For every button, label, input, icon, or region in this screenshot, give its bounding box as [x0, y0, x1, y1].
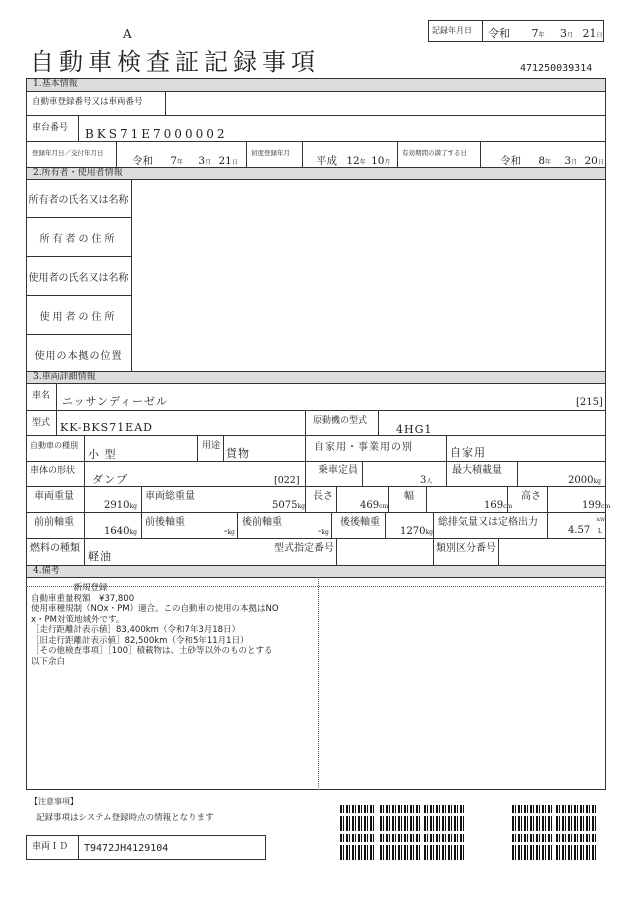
remarks-line: 自動車重量税額 ¥37,800 — [31, 593, 135, 604]
width-label: 幅 — [404, 491, 414, 502]
capacity-label: 乗車定員 — [318, 465, 358, 476]
remarks-line: 新規登録 — [31, 583, 108, 593]
notes-text: 記録事項はシステム登録時点の情報となります — [36, 813, 214, 823]
barcode-1 — [340, 805, 376, 831]
barcode-2 — [380, 805, 420, 831]
remarks-line: ［その他検査事項］［100］積載物は、土砂等以外のものとする — [31, 646, 273, 656]
base-location-label: 使用の本拠の位置 — [34, 350, 123, 362]
use-value: 貨物 — [226, 447, 250, 460]
height-value: 199cm — [582, 500, 611, 511]
doc-number: 471250039314 — [520, 63, 593, 74]
remarks-line: x・PM対策地域外です。 — [31, 614, 125, 625]
maker-code: [215] — [576, 397, 603, 408]
vehicle-id-value: T9472JH4129104 — [84, 843, 169, 854]
barcode-7 — [380, 834, 420, 860]
barcode-9 — [512, 834, 552, 860]
barcode-4 — [512, 805, 552, 831]
owner-name-label: 所有者の氏名又は名称 — [26, 179, 131, 218]
front-rear-axle-value: -kg — [224, 526, 235, 537]
remarks-text — [31, 583, 361, 667]
type-certification-label: 型式指定番号 — [274, 543, 334, 554]
first-registration-value: 平成 12年 10月 — [316, 155, 391, 167]
engine-model-value: 4HG1 — [396, 423, 433, 436]
front-rear-axle-label: 前後軸重 — [145, 517, 185, 528]
expiry-date-label: 有効期間の満了する日 — [402, 149, 467, 157]
max-load-label: 最大積載量 — [452, 465, 502, 476]
rear-front-axle-value: -kg — [318, 526, 329, 537]
section-vehicle-detail-header: 3.車両詳細情報 — [27, 372, 605, 383]
classification-label: 類別区分番号 — [436, 543, 496, 554]
length-label: 長さ — [313, 491, 333, 502]
capacity-value: 3人 — [420, 475, 433, 486]
document-mark: A — [123, 27, 132, 41]
purpose-value: 自家用 — [450, 446, 486, 459]
displacement-unit-kw: kW — [597, 517, 606, 523]
engine-model-label: 原動機の型式 — [313, 416, 368, 426]
length-value: 469cm — [360, 500, 389, 511]
front-front-axle-label: 前前軸重 — [34, 517, 74, 528]
barcode-6 — [340, 834, 376, 860]
barcode-8 — [424, 834, 464, 860]
fuel-type-label: 燃料の種類 — [30, 543, 80, 554]
model-value: KK-BKS71EAD — [60, 421, 153, 434]
remarks-line: ［旧走行距離計表示値］82,500km（令和5年11月1日） — [31, 635, 249, 646]
displacement-label: 総排気量又は定格出力 — [438, 517, 538, 528]
height-label: 高さ — [521, 491, 541, 502]
owner-labels — [26, 179, 131, 373]
remarks-line: ［走行距離計表示値］83,400km（令和7年3月18日） — [31, 625, 241, 635]
vehicle-id-label: 車両ＩＤ — [32, 842, 69, 852]
max-load-value: 2000kg — [568, 475, 601, 486]
purpose-label: 自家用・事業用の別 — [314, 442, 413, 453]
first-registration-label: 初度登録年月 — [251, 149, 290, 157]
vehicle-weight-value: 2910kg — [104, 500, 137, 511]
vehicle-kind-value: 小 型 — [88, 448, 117, 461]
owner-address-label: 所有者の住所 — [26, 218, 131, 257]
body-shape-label: 車体の形状 — [30, 466, 76, 476]
body-shape-code: [022] — [274, 475, 300, 486]
barcode-3 — [424, 805, 464, 831]
use-label: 用途 — [202, 441, 221, 451]
user-address-label: 使用者の住所 — [26, 296, 131, 335]
model-label: 型式 — [32, 418, 51, 428]
vehicle-kind-label: 自動車の種別 — [30, 441, 78, 450]
rear-rear-axle-label: 後後軸重 — [340, 517, 380, 528]
remarks-line: 使用車種規制（NOx・PM）適合。この自動車の使用の本拠はNO — [31, 604, 279, 614]
record-date-value: 令和 7年 3月 21日 — [488, 27, 603, 40]
page-title: 自動車検査証記録事項 — [30, 48, 320, 76]
section-remarks-header: 4.備考 — [27, 566, 605, 577]
user-name-label: 使用者の氏名又は名称 — [26, 257, 131, 296]
barcode-10 — [556, 834, 596, 860]
maker-value: ニッサンディーゼル — [62, 395, 168, 408]
maker-label: 車名 — [32, 391, 51, 401]
displacement-value: 4.57 — [568, 525, 591, 536]
rear-front-axle-label: 後前軸重 — [242, 517, 282, 528]
gross-weight-label: 車両総重量 — [145, 491, 195, 502]
section-basic-info-header: 1.基本情報 — [27, 79, 605, 91]
displacement-unit-l: L — [598, 528, 602, 535]
fuel-type-value: 軽油 — [88, 550, 112, 563]
width-value: 169cm — [484, 500, 513, 511]
body-shape-value: ダンプ — [92, 473, 129, 486]
registration-number-label: 自動車登録番号又は車両番号 — [32, 97, 143, 107]
registration-date-value: 令和 7年 3月 21日 — [132, 155, 238, 167]
barcode-5 — [556, 805, 596, 831]
section-owner-info-header: 2.所有者・使用者情報 — [27, 168, 605, 179]
gross-weight-value: 5075kg — [272, 500, 305, 511]
expiry-date-value: 令和 8年 3月 20日 — [500, 155, 604, 167]
record-date-label: 記録年月日 — [432, 26, 472, 35]
registration-date-label: 登録年月日／交付年月日 — [32, 149, 104, 157]
notes-title: 【注意事項】 — [30, 797, 78, 806]
rear-rear-axle-value: 1270kg — [400, 526, 433, 537]
front-front-axle-value: 1640kg — [104, 526, 137, 537]
remarks-line: 以下余白 — [31, 656, 66, 667]
vehicle-weight-label: 車両重量 — [34, 491, 74, 502]
chassis-number-label: 車台番号 — [32, 123, 69, 133]
chassis-number-value: BKS71E7000002 — [85, 127, 228, 141]
